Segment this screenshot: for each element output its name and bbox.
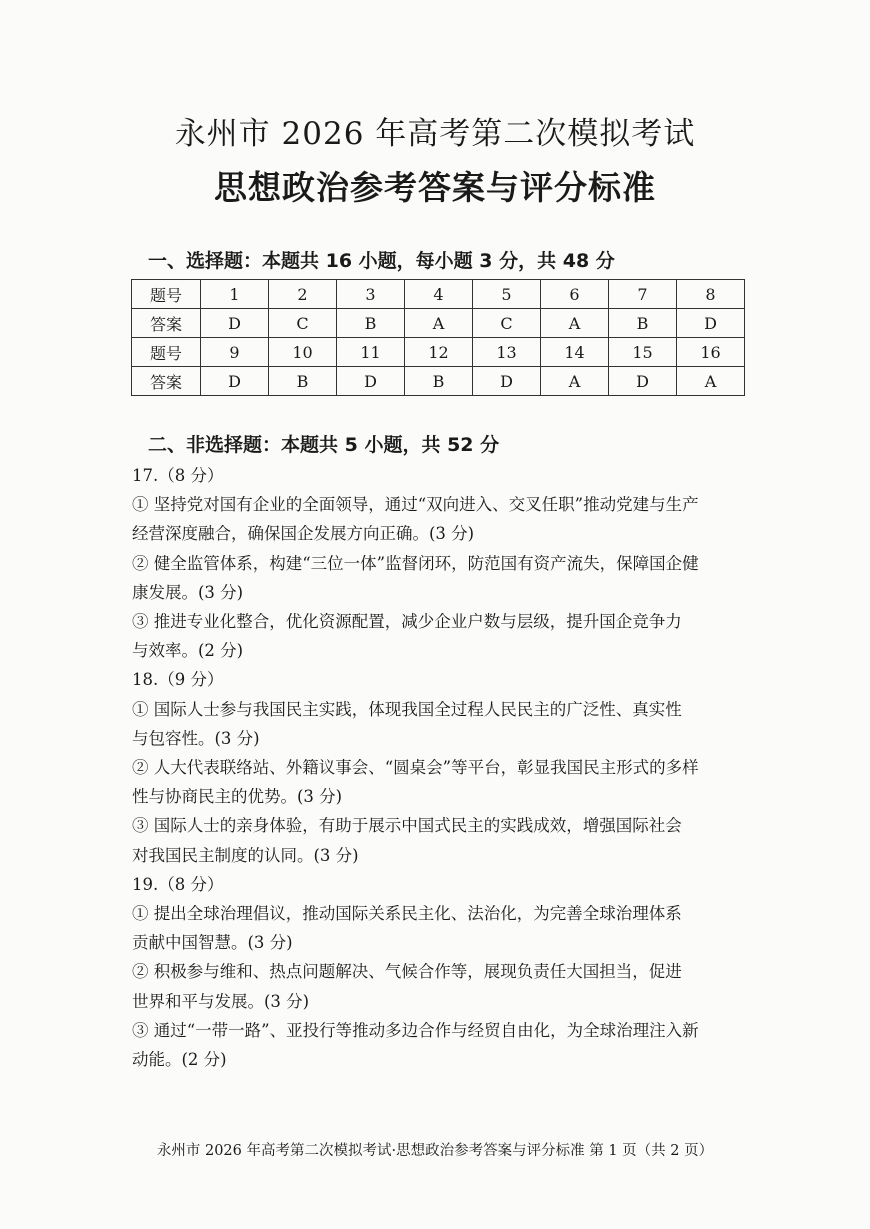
- cell-answer: A: [677, 367, 745, 396]
- row-label-number: 题号: [132, 338, 201, 367]
- cell-answer: A: [541, 367, 609, 396]
- exam-title: 永州市 2026 年高考第二次模拟考试: [174, 116, 696, 152]
- text-line: 19.（8 分）: [132, 874, 224, 894]
- cell-number: 7: [609, 280, 677, 309]
- cell-answer: B: [609, 309, 677, 338]
- text-line: ③ 国际人士的亲身体验，有助于展示中国式民主的实践成效，增强国际社会: [132, 816, 682, 836]
- page-footer: 永州市 2026 年高考第二次模拟考试·思想政治参考答案与评分标准 第 1 页（共 2 页）: [156, 1143, 714, 1159]
- table-row-answers-1: [132, 309, 745, 338]
- text-line: ② 人大代表联络站、外籍议事会、“圆桌会”等平台，彰显我国民主形式的多样: [132, 758, 699, 778]
- cell-number: 3: [337, 280, 405, 309]
- cell-number: 5: [473, 280, 541, 309]
- text-line: 康发展。(3 分): [132, 582, 244, 602]
- cell-number: 12: [405, 338, 473, 367]
- cell-number: 4: [405, 280, 473, 309]
- answer-body: [132, 461, 742, 1074]
- cell-number: 8: [677, 280, 745, 309]
- table-row-answers-2: [132, 367, 745, 396]
- cell-answer: D: [201, 309, 269, 338]
- text-line: 性与协商民主的优势。(3 分): [132, 787, 343, 807]
- cell-number: 10: [269, 338, 337, 367]
- text-line: ① 国际人士参与我国民主实践，体现我国全过程人民民主的广泛性、真实性: [132, 699, 682, 719]
- text-line: 与效率。(2 分): [132, 641, 244, 661]
- cell-answer: B: [405, 367, 473, 396]
- cell-number: 15: [609, 338, 677, 367]
- table-row-numbers-1: [132, 280, 745, 309]
- text-line: ③ 推进专业化整合，优化资源配置，减少企业户数与层级，提升国企竞争力: [132, 612, 682, 632]
- text-line: 17.（8 分）: [132, 466, 224, 485]
- row-label-number: 题号: [132, 280, 201, 309]
- document-subtitle: 思想政治参考答案与评分标准: [214, 168, 656, 207]
- cell-answer: D: [201, 367, 269, 396]
- cell-number: 6: [541, 280, 609, 309]
- cell-answer: D: [473, 367, 541, 396]
- text-line: 动能。(2 分): [132, 1050, 227, 1070]
- row-label-answer: 答案: [132, 367, 201, 396]
- cell-answer: A: [541, 309, 609, 338]
- cell-answer: D: [609, 367, 677, 396]
- text-line: ① 坚持党对国有企业的全面领导，通过“双向进入、交叉任职”推动党建与生产: [132, 495, 699, 515]
- text-line: ② 健全监管体系，构建“三位一体”监督闭环，防范国有资产流失，保障国企健: [132, 553, 699, 573]
- cell-answer: B: [337, 309, 405, 338]
- cell-number: 13: [473, 338, 541, 367]
- text-line: ① 提出全球治理倡议，推动国际关系民主化、法治化，为完善全球治理体系: [132, 904, 682, 924]
- cell-number: 16: [677, 338, 745, 367]
- text-line: ③ 通过“一带一路”、亚投行等推动多边合作与经贸自由化，为全球治理注入新: [132, 1020, 699, 1040]
- text-line: ② 积极参与维和、热点问题解决、气候合作等，展现负责任大国担当，促进: [132, 962, 682, 982]
- text-line: 对我国民主制度的认同。(3 分): [132, 845, 359, 865]
- text-line: 经营深度融合，确保国企发展方向正确。(3 分): [132, 524, 475, 544]
- cell-number: 1: [201, 280, 269, 309]
- cell-answer: C: [473, 309, 541, 338]
- cell-number: 14: [541, 338, 609, 367]
- cell-answer: C: [269, 309, 337, 338]
- text-line: 与包容性。(3 分): [132, 728, 260, 748]
- table-row-numbers-2: [132, 338, 745, 367]
- cell-answer: B: [269, 367, 337, 396]
- text-line: 18.（9 分）: [132, 670, 224, 690]
- cell-answer: A: [405, 309, 473, 338]
- answer-table: [131, 279, 745, 396]
- section1-heading: 一、选择题：本题共 16 小题，每小题 3 分，共 48 分: [148, 250, 615, 272]
- cell-number: 11: [337, 338, 405, 367]
- section2-heading: 二、非选择题：本题共 5 小题，共 52 分: [148, 434, 500, 456]
- row-label-answer: 答案: [132, 309, 201, 338]
- cell-number: 2: [269, 280, 337, 309]
- text-line: 世界和平与发展。(3 分): [132, 991, 310, 1011]
- text-line: 贡献中国智慧。(3 分): [132, 933, 293, 953]
- cell-number: 9: [201, 338, 269, 367]
- cell-answer: D: [337, 367, 405, 396]
- cell-answer: D: [677, 309, 745, 338]
